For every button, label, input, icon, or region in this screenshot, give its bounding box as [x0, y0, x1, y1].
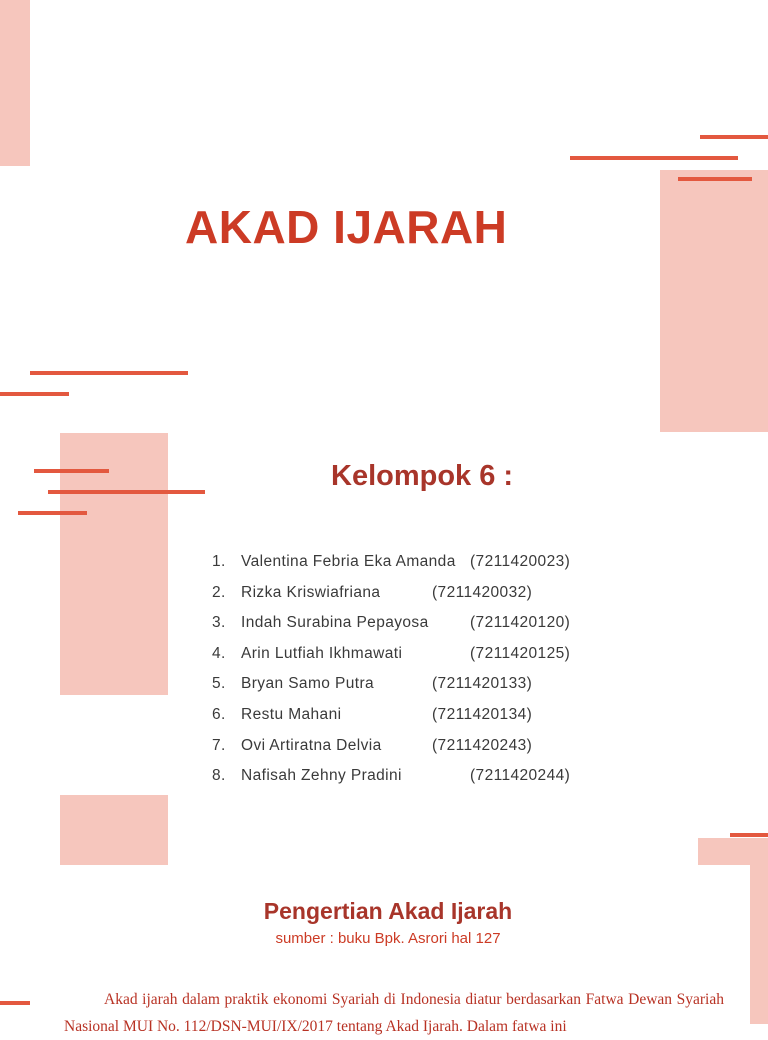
decor-line — [0, 392, 69, 396]
member-number: 5. — [212, 675, 226, 693]
member-name: Rizka Kriswiafriana — [241, 583, 381, 601]
decor-block — [0, 0, 30, 166]
member-name: Arin Lutfiah Ikhmawati — [241, 644, 403, 662]
member-id: (7211420133) — [432, 675, 533, 693]
decor-line — [34, 469, 109, 473]
member-id: (7211420244) — [470, 767, 571, 785]
decor-line — [48, 490, 205, 494]
member-id: (7211420134) — [432, 705, 533, 723]
decor-line — [570, 156, 738, 160]
decor-line — [18, 511, 87, 515]
decor-block — [698, 838, 768, 865]
member-id: (7211420120) — [470, 614, 571, 632]
member-number: 1. — [212, 553, 226, 570]
member-name: Ovi Artiratna Delvia — [241, 736, 382, 754]
member-number: 2. — [212, 583, 226, 601]
member-name: Nafisah Zehny Pradini — [241, 767, 402, 785]
member-name: Restu Mahani — [241, 705, 342, 723]
member-name: Indah Surabina Pepayosa — [241, 614, 429, 632]
member-id: (7211420032) — [432, 583, 533, 601]
page-title: AKAD IJARAH — [185, 201, 508, 253]
section-source: sumber : buku Bpk. Asrori hal 127 — [275, 930, 501, 947]
member-name: Bryan Samo Putra — [241, 675, 375, 693]
member-number: 6. — [212, 705, 226, 723]
member-number: 8. — [212, 767, 226, 785]
decor-line — [0, 1001, 30, 1005]
decor-block — [660, 170, 768, 432]
section-title: Pengertian Akad Ijarah — [263, 898, 513, 924]
body-paragraph: Akad ijarah dalam praktik ekonomi Syariah di Indonesia diatur berdasarkan Fatwa Dewan Syariah Nasional MUI No. 112/DSN-MUI/IX/2017 tentang Akad Ijarah. Dalam fatwa ini — [64, 991, 724, 1035]
decor-line — [700, 135, 768, 139]
decor-line — [30, 371, 188, 375]
decor-line — [678, 177, 752, 181]
member-number: 4. — [212, 644, 226, 662]
member-number: 3. — [212, 614, 226, 632]
member-id: (7211420243) — [432, 736, 533, 754]
member-name: Valentina Febria Eka Amanda — [241, 553, 456, 570]
member-id: (7211420023) — [470, 553, 571, 570]
decor-block — [60, 795, 168, 865]
group-heading: Kelompok 6 : — [331, 460, 514, 492]
decor-line — [730, 833, 768, 837]
member-number: 7. — [212, 736, 226, 754]
member-id: (7211420125) — [470, 644, 571, 662]
